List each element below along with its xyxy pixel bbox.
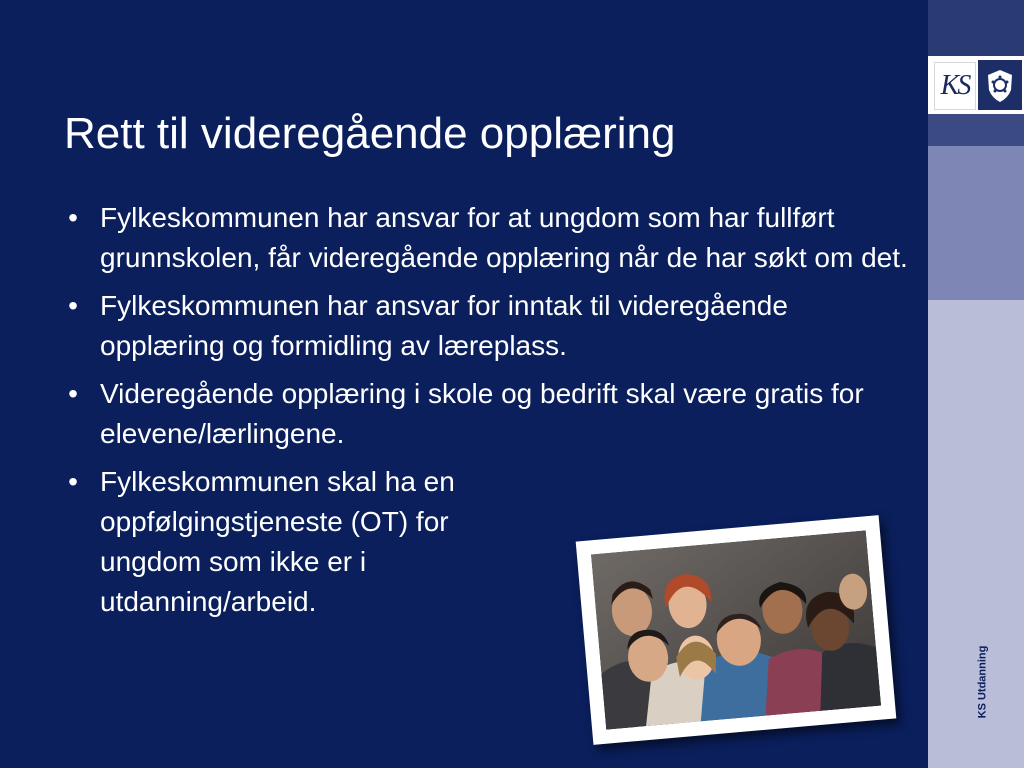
- bullet-text: Fylkeskommunen har ansvar for inntak til videregående opplæring og formidling av læreplass.: [100, 290, 788, 361]
- bullet-item: [58, 198, 908, 278]
- group-of-young-people-photo: [591, 530, 881, 729]
- bullet-dot: •: [68, 378, 78, 409]
- bullet-item: [58, 462, 540, 622]
- bullet-dot: •: [68, 290, 78, 321]
- ks-utdanning-label: [970, 640, 994, 724]
- ks-logo: KS: [934, 62, 976, 110]
- sidebar-band: [928, 114, 1024, 146]
- bullet-dot: •: [68, 466, 78, 497]
- bullet-text: Videregående opplæring i skole og bedrift skal være gratis for elevene/lærlingene.: [100, 378, 864, 449]
- bullet-text: Fylkeskommunen skal ha en oppfølgingstjeneste (OT) for ungdom som ikke er i utdanning/arbeid.: [100, 466, 455, 617]
- sidebar-band: [928, 0, 1024, 56]
- bullet-text: Fylkeskommunen har ansvar for at ungdom som har fullført grunnskolen, får videregående opplæring når de har søkt om det.: [100, 202, 908, 273]
- bullet-item: [58, 374, 908, 454]
- ks-crest-icon: [978, 60, 1022, 110]
- group-photo-image: [591, 530, 881, 729]
- photo-frame: [576, 515, 897, 745]
- slide-title: Rett til videregående opplæring: [64, 109, 676, 158]
- vertical-label-text: KS Utdanning: [976, 645, 988, 719]
- sidebar-band: [928, 146, 1024, 300]
- bullet-item: [58, 286, 908, 366]
- bullet-dot: •: [68, 202, 78, 233]
